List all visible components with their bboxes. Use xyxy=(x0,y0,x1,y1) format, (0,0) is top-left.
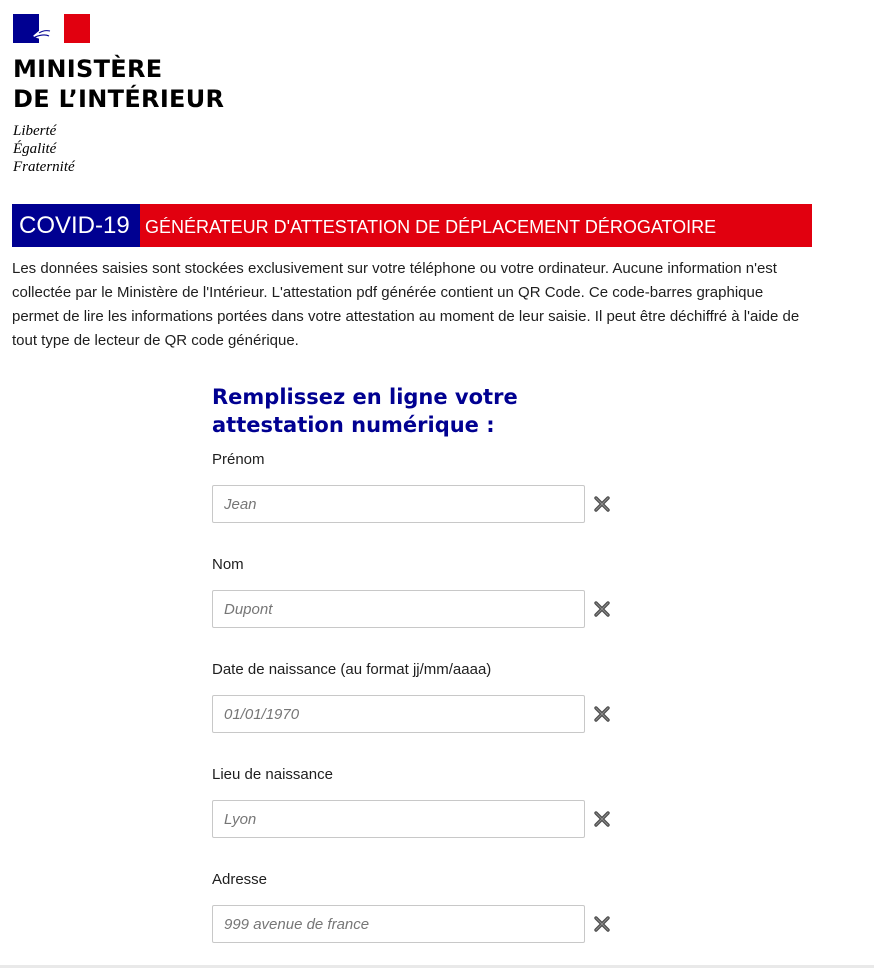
field-label-prenom: Prénom xyxy=(212,451,265,468)
ministry-logo xyxy=(13,14,224,176)
close-icon[interactable] xyxy=(593,600,611,618)
attestation-form xyxy=(212,383,632,964)
field-label-adresse: Adresse xyxy=(212,871,268,888)
privacy-notice: Les données saisies sont stockées exclusivement sur votre téléphone ou votre ordinateur. Aucune information n'est collectée par le Ministère de l'Intérieur. L'attestation pdf générée contient un QR Code. Ce code-barres graphique permet de lire les informations portées dans votre attestation au moment de leur saisie. Il peut être déchiffré à l'aide de tout type de lecteur de QR code générique. xyxy=(12,260,800,349)
close-icon[interactable] xyxy=(593,915,611,933)
field-label-date-naissance: Date de naissance (au format jj/mm/aaaa) xyxy=(212,661,492,678)
field-prenom xyxy=(212,439,632,544)
close-icon[interactable] xyxy=(593,705,611,723)
republic-motto xyxy=(13,122,224,176)
birthplace-input[interactable] xyxy=(212,800,585,838)
close-icon[interactable] xyxy=(593,495,611,513)
close-icon[interactable] xyxy=(593,810,611,828)
marianne-flag-logo xyxy=(13,14,90,43)
ministry-name-line1: MINISTÈRE xyxy=(13,55,163,83)
banner-tag: COVID-19 xyxy=(12,204,140,247)
motto-egalite: Égalité xyxy=(13,141,57,157)
prenom-input[interactable] xyxy=(212,485,585,523)
field-nom xyxy=(212,544,632,649)
birthdate-input[interactable] xyxy=(212,695,585,733)
field-label-nom: Nom xyxy=(212,556,244,573)
field-date-naissance xyxy=(212,649,632,754)
motto-liberte: Liberté xyxy=(13,123,57,139)
nom-input[interactable] xyxy=(212,590,585,628)
field-label-lieu-naissance: Lieu de naissance xyxy=(212,766,333,783)
motto-fraternite: Fraternité xyxy=(13,159,75,175)
ministry-name xyxy=(13,54,224,114)
ministry-name-line2: DE L’INTÉRIEUR xyxy=(13,85,225,113)
address-input[interactable] xyxy=(212,905,585,943)
form-title: Remplissez en ligne votre attestation numérique : xyxy=(212,385,518,437)
field-lieu-naissance xyxy=(212,754,632,859)
page-banner xyxy=(12,204,812,247)
field-adresse xyxy=(212,859,632,964)
banner-title: GÉNÉRATEUR D'ATTESTATION DE DÉPLACEMENT DÉROGATOIRE xyxy=(145,217,717,237)
